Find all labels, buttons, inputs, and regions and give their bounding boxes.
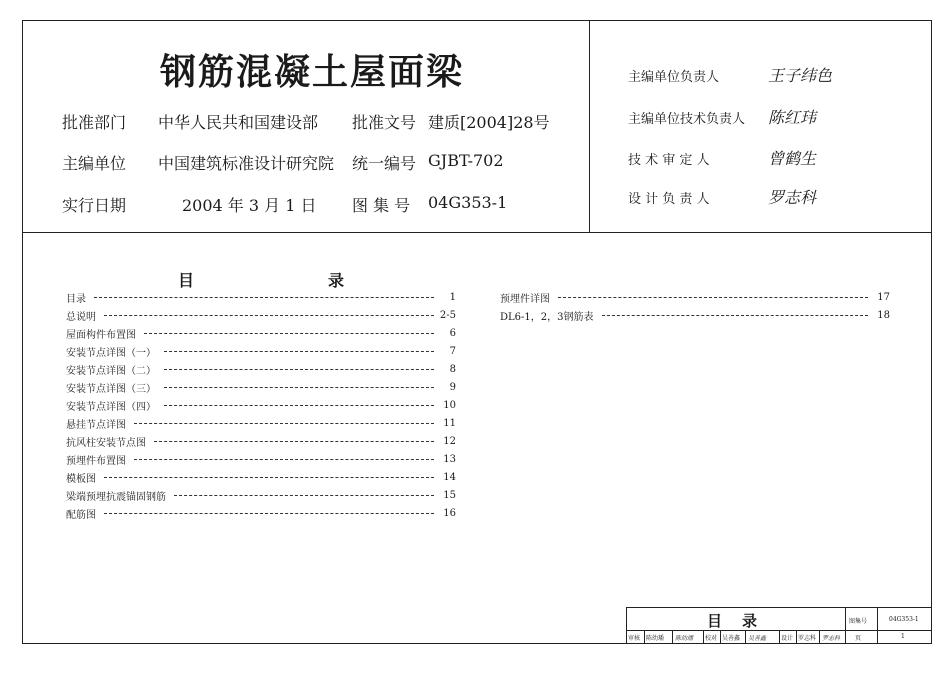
toc-row <box>66 344 456 358</box>
leader-line <box>164 351 434 352</box>
toc-row <box>66 326 456 340</box>
review-name: 陈幼璠 <box>646 635 665 642</box>
header-vertical-divider <box>589 20 590 232</box>
leader-line <box>558 297 868 298</box>
approval-dept-label: 批准部门 <box>62 113 127 132</box>
signature: 王子纬色 <box>768 66 833 85</box>
review-signature: 陈幼璠 <box>675 635 694 642</box>
title-block-vline <box>819 630 820 643</box>
approval-dept-value: 中华人民共和国建设部 <box>158 113 319 132</box>
title-block-vline <box>745 630 746 643</box>
editor-unit-value: 中国建筑标准设计研究院 <box>158 154 335 173</box>
toc-row <box>66 452 456 466</box>
leader-line <box>134 459 434 460</box>
toc-row <box>66 488 456 502</box>
toc-page: 8 <box>449 363 456 375</box>
signature: 曾鹤生 <box>768 149 817 168</box>
toc-row <box>66 308 456 322</box>
toc-page: 7 <box>449 345 456 357</box>
toc-page: 11 <box>443 417 456 429</box>
toc-row <box>66 416 456 430</box>
title-block-vline <box>845 608 846 643</box>
toc-row <box>66 362 456 376</box>
atlas-no-value: 04G353-1 <box>428 193 508 212</box>
toc-page: 12 <box>443 435 456 447</box>
toc-label: 预埋件详图 <box>500 293 550 305</box>
effective-date-value: 2004 年 3 月 1 日 <box>182 196 317 215</box>
title-block <box>626 607 932 644</box>
leader-line <box>164 369 434 370</box>
toc-label: 模板图 <box>66 473 96 485</box>
toc-row <box>66 398 456 412</box>
toc-label: 目录 <box>66 293 86 305</box>
check-label: 校对 <box>705 635 718 642</box>
toc-label: DL6-1，2，3钢筋表 <box>500 311 594 323</box>
page-title: 钢筋混凝土屋面梁 <box>160 51 465 93</box>
leader-line <box>144 333 434 334</box>
toc-label: 安装节点详图（一） <box>66 347 156 359</box>
title-block-page-label: 页 <box>855 635 862 642</box>
leader-line <box>154 441 434 442</box>
toc-heading-right: 录 <box>328 271 345 290</box>
approval-doc-label: 批准文号 <box>352 113 417 132</box>
toc-page: 14 <box>443 471 456 483</box>
leader-line <box>174 495 434 496</box>
leader-line <box>134 423 434 424</box>
toc-label: 抗风柱安装节点图 <box>66 437 146 449</box>
title-block-vline <box>720 630 721 643</box>
responsible-label: 技 术 审 定 人 <box>628 153 710 168</box>
toc-row <box>500 290 890 304</box>
toc-page: 1 <box>449 291 456 303</box>
title-block-atlas-value: 04G353-1 <box>889 616 919 623</box>
atlas-no-label: 图 集 号 <box>352 196 411 215</box>
leader-line <box>94 297 434 298</box>
title-block-vline <box>779 630 780 643</box>
toc-row <box>66 506 456 520</box>
toc-label: 安装节点详图（三） <box>66 383 156 395</box>
responsible-label: 主编单位负责人 <box>628 70 720 85</box>
toc-page: 2-5 <box>439 309 456 321</box>
toc-label: 安装节点详图（四） <box>66 401 156 413</box>
unified-no-label: 统一编号 <box>352 154 417 173</box>
leader-line <box>104 477 434 478</box>
design-name: 罗志科 <box>798 635 817 642</box>
check-name: 吴善鑫 <box>722 635 741 642</box>
toc-row <box>66 380 456 394</box>
leader-line <box>104 315 434 316</box>
toc-row <box>66 470 456 484</box>
toc-page: 13 <box>443 453 456 465</box>
toc-label: 屋面构件布置图 <box>66 329 136 341</box>
editor-unit-label: 主编单位 <box>62 154 127 173</box>
design-label: 设计 <box>781 635 794 642</box>
toc-label: 配筋图 <box>66 509 96 521</box>
toc-row <box>66 290 456 304</box>
toc-page: 15 <box>443 489 456 501</box>
title-block-vline <box>796 630 797 643</box>
leader-line <box>164 387 434 388</box>
title-block-vline <box>644 630 645 643</box>
title-block-page-value: 1 <box>901 633 905 640</box>
toc-label: 梁端预埋抗震锚固钢筋 <box>66 491 166 503</box>
header-divider <box>22 232 932 233</box>
leader-line <box>602 315 869 316</box>
toc-page: 6 <box>449 327 456 339</box>
leader-line <box>104 513 434 514</box>
toc-heading-left: 目 <box>178 271 195 290</box>
title-block-vline <box>877 608 878 643</box>
responsible-label: 主编单位技术负责人 <box>628 112 746 127</box>
toc-row <box>500 308 890 322</box>
title-block-title: 目录 <box>707 612 778 630</box>
toc-label: 安装节点详图（二） <box>66 365 156 377</box>
toc-page: 16 <box>443 507 456 519</box>
title-block-atlas-label: 图集号 <box>849 618 868 625</box>
toc-label: 悬挂节点详图 <box>66 419 126 431</box>
toc-page: 10 <box>443 399 456 411</box>
toc-page: 18 <box>877 309 890 321</box>
effective-date-label: 实行日期 <box>62 196 127 215</box>
toc-row <box>66 434 456 448</box>
toc-page: 9 <box>449 381 456 393</box>
responsible-label: 设 计 负 责 人 <box>628 192 710 207</box>
signature: 陈红玮 <box>768 108 817 127</box>
approval-doc-value: 建质[2004]28号 <box>428 113 550 132</box>
toc-label: 预埋件布置图 <box>66 455 126 467</box>
check-signature: 吴善鑫 <box>748 635 767 642</box>
signature: 罗志科 <box>768 188 817 207</box>
toc-page: 17 <box>877 291 890 303</box>
unified-no-value: GJBT-702 <box>428 151 504 170</box>
leader-line <box>164 405 434 406</box>
toc-label: 总说明 <box>66 311 96 323</box>
title-block-vline <box>703 630 704 643</box>
title-block-vline <box>672 630 673 643</box>
review-label: 审核 <box>628 635 641 642</box>
design-signature: 罗志科 <box>822 635 841 642</box>
